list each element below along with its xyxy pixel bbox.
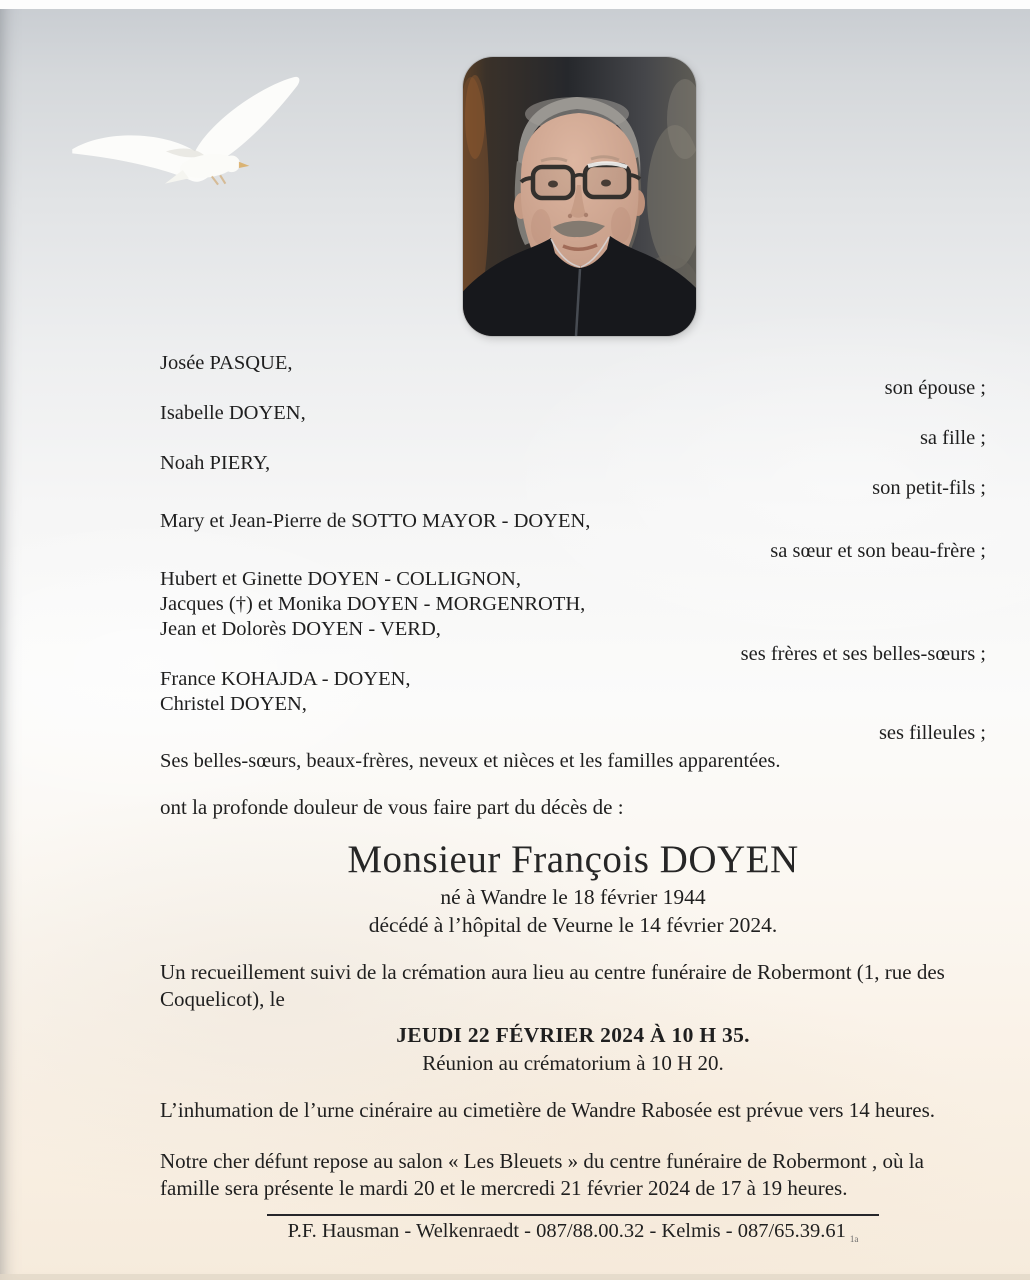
- ceremony-meeting: Réunion au crématorium à 10 H 20.: [422, 1051, 724, 1075]
- ceremony-date: JEUDI 22 FÉVRIER 2024 À 10 H 35.: [396, 1023, 750, 1047]
- family-name-line: Mary et Jean-Pierre de SOTTO MAYOR - DOYEN,: [160, 510, 591, 532]
- portrait-photo: [463, 57, 696, 336]
- family-name-line: France KOHAJDA - DOYEN,: [160, 668, 411, 690]
- closing-line: Ses belles-sœurs, beaux-frères, neveux et nièces et les familles apparentées.: [160, 750, 781, 772]
- relation-line: sa sœur et son beau-frère ;: [770, 540, 986, 562]
- print-mark: 1a: [849, 1234, 859, 1245]
- relation-line: ses filleules ;: [878, 722, 986, 744]
- scan-top-edge: [0, 0, 1030, 9]
- family-name-line: Isabelle DOYEN,: [160, 402, 306, 424]
- announcement-line: ont la profonde douleur de vous faire part du décès de :: [160, 795, 624, 819]
- ceremony-intro: Un recueillement suivi de la crémation aura lieu au centre funéraire de Robermont (1, rue des Coquelicot), le: [160, 960, 945, 1011]
- relation-line: ses frères et ses belles-sœurs ;: [740, 643, 986, 665]
- funeral-home-text: P.F. Hausman - Welkenraedt - 087/88.00.32 - Kelmis - 087/65.39.61: [287, 1220, 846, 1242]
- family-name-line: Josée PASQUE,: [160, 352, 293, 374]
- family-name-line: Noah PIERY,: [160, 452, 271, 474]
- death-line: décédé à l’hôpital de Veurne le 14 février 2024.: [368, 913, 778, 937]
- birth-line: né à Wandre le 18 février 1944: [440, 885, 706, 909]
- deceased-name-title: Monsieur François DOYEN: [347, 838, 799, 881]
- seagull-icon: [66, 70, 316, 190]
- funeral-home-line: [160, 1219, 986, 1252]
- repose-line: Notre cher défunt repose au salon « Les Bleuets » du centre funéraire de Robermont , où la famille sera présente le mardi 20 et le mercredi 21 février 2024 de 17 à 19 heures.: [160, 1149, 924, 1200]
- announcement-body: [160, 351, 986, 1252]
- scan-bottom-edge: [0, 1274, 1030, 1280]
- inhumation-line: L’inhumation de l’urne cinéraire au cimetière de Wandre Rabosée est prévue vers 14 heures.: [160, 1098, 936, 1122]
- relation-line: son petit-fils ;: [872, 477, 986, 499]
- family-name-line: Jean et Dolorès DOYEN - VERD,: [160, 618, 441, 640]
- relation-line: son épouse ;: [884, 377, 986, 399]
- portrait-photo: [463, 57, 696, 336]
- footer-separator: [267, 1214, 879, 1216]
- seagull-icon: [66, 70, 316, 190]
- family-name-line: Christel DOYEN,: [160, 693, 307, 715]
- family-name-line: Hubert et Ginette DOYEN - COLLIGNON,: [160, 568, 521, 590]
- family-name-line: Jacques (†) et Monika DOYEN - MORGENROTH,: [160, 593, 586, 615]
- relation-line: sa fille ;: [919, 427, 986, 449]
